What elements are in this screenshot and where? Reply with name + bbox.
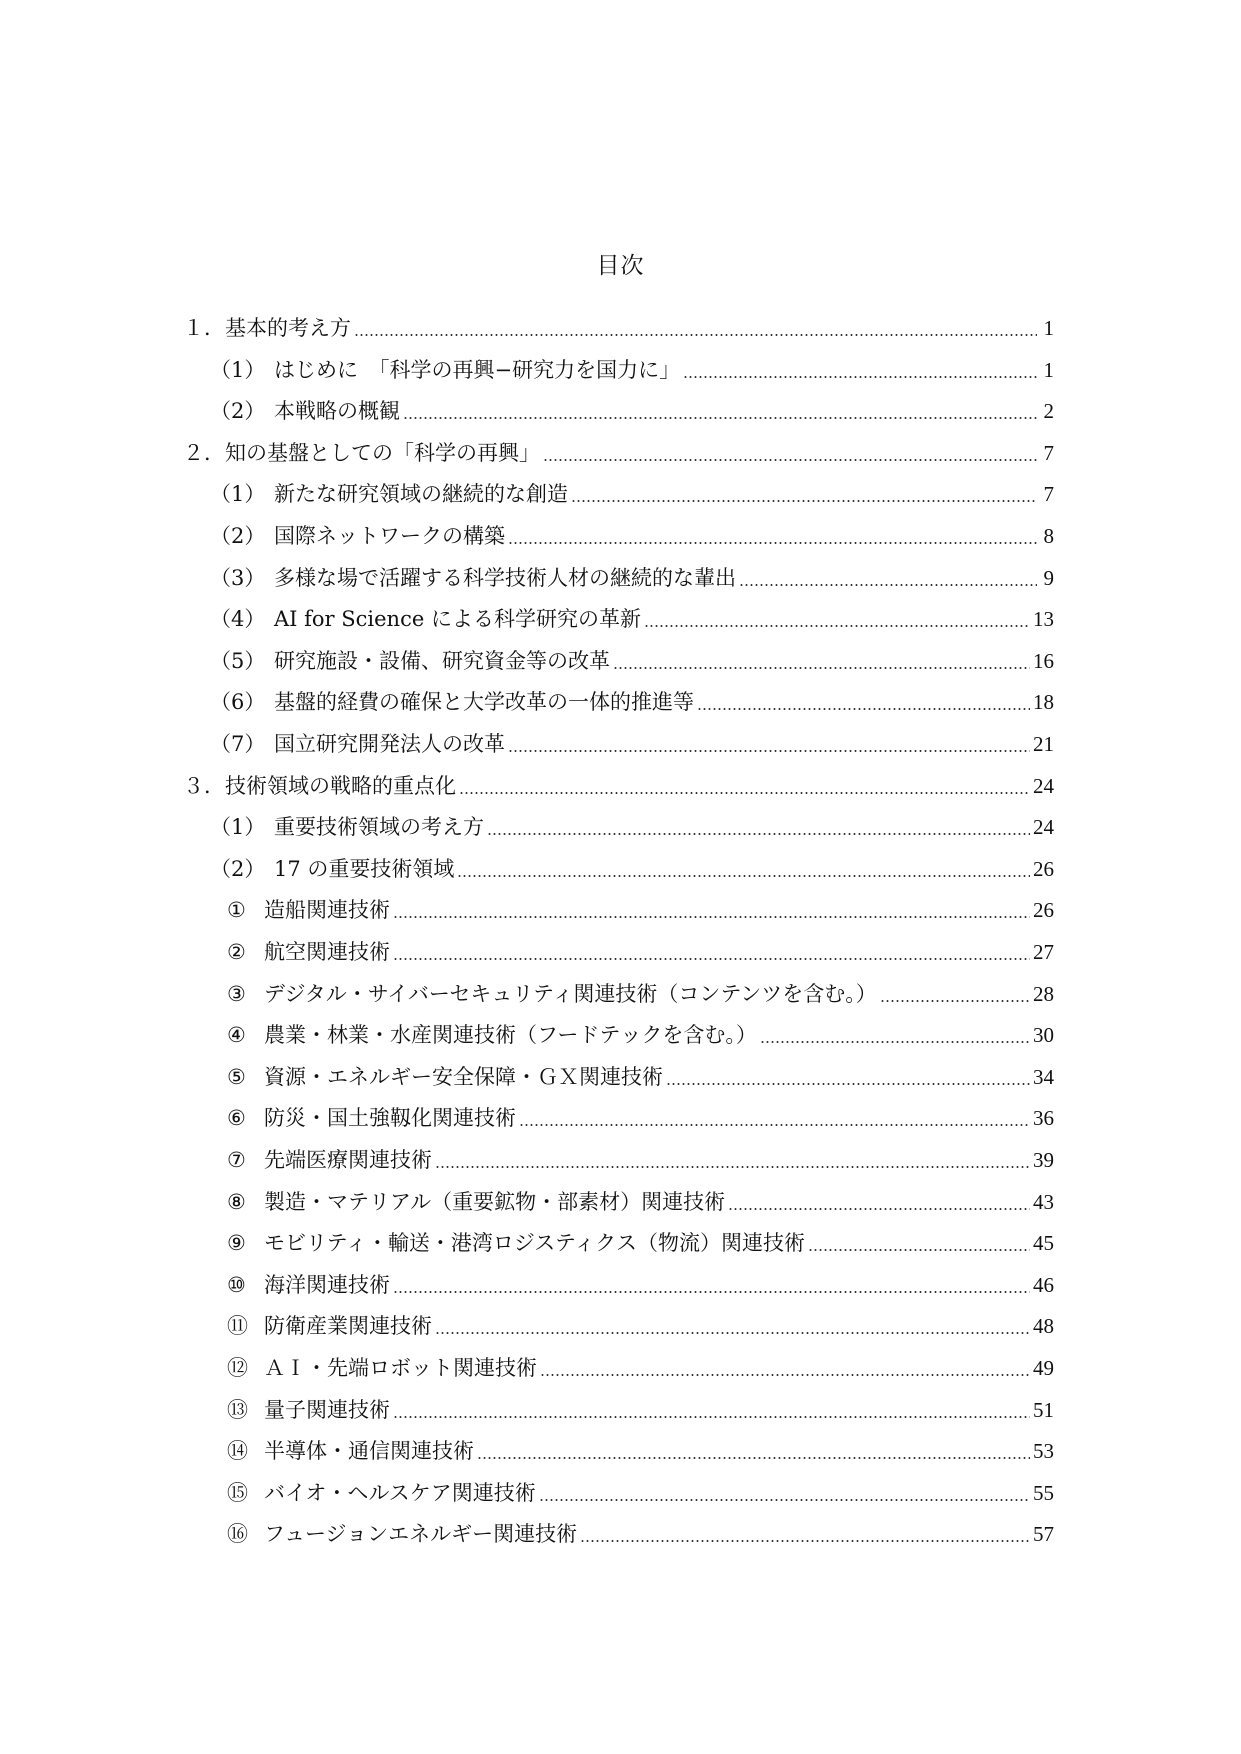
toc-entry[interactable]: [210, 685, 1054, 719]
toc-entry-title: 知の基盤としての「科学の再興」: [225, 441, 540, 465]
toc-entry-number: （4）: [210, 607, 266, 631]
toc-entry[interactable]: [227, 977, 1054, 1011]
dot-leader: [543, 459, 1037, 461]
toc-entry-page-number: 45: [1033, 1231, 1054, 1255]
page-title: 目次: [596, 253, 645, 279]
toc-entry-number: ⑬: [227, 1398, 248, 1422]
toc-entry-number: （7）: [210, 732, 266, 756]
toc-entry-page-number: 39: [1033, 1148, 1054, 1172]
toc-entry-page-number: 43: [1033, 1190, 1054, 1214]
toc-entry-number: （2）: [210, 399, 266, 423]
toc-entry-title: ＡＩ・先端ロボット関連技術: [264, 1356, 537, 1380]
toc-entry-number: ④: [227, 1023, 246, 1047]
toc-entry-page-number: 8: [1043, 524, 1054, 548]
toc-entry[interactable]: [183, 436, 1054, 470]
dot-leader: [403, 417, 1037, 419]
toc-entry-title: 重要技術領域の考え方: [274, 815, 484, 839]
toc-entry-number: ⑯: [227, 1522, 248, 1546]
toc-entry-page-number: 24: [1033, 774, 1054, 798]
toc-entry-title: 海洋関連技術: [264, 1273, 390, 1297]
toc-entry[interactable]: [183, 769, 1054, 803]
toc-entry-page-number: 7: [1043, 482, 1054, 506]
toc-entry-page-number: 27: [1033, 940, 1054, 964]
toc-entry[interactable]: [227, 1309, 1054, 1343]
toc-entry-page-number: 21: [1033, 732, 1054, 756]
toc-entry-page-number: 18: [1033, 690, 1054, 714]
toc-entry[interactable]: [183, 311, 1054, 345]
toc-entry-page-number: 55: [1033, 1481, 1054, 1505]
dot-leader: [459, 792, 1030, 794]
toc-entry-title: はじめに 「科学の再興−研究力を国力に」: [274, 358, 681, 382]
dot-leader: [697, 708, 1030, 710]
dot-leader: [880, 1000, 1030, 1002]
toc-entry-page-number: 28: [1033, 982, 1054, 1006]
toc-entry-number: （1）: [210, 815, 266, 839]
toc-entry-number: （3）: [210, 566, 266, 590]
toc-entry[interactable]: [210, 477, 1054, 511]
toc-entry-number: ⑥: [227, 1106, 246, 1130]
toc-entry-page-number: 13: [1033, 607, 1054, 631]
toc-entry[interactable]: [210, 727, 1054, 761]
toc-entry-title: バイオ・ヘルスケア関連技術: [264, 1481, 536, 1505]
toc-entry-number: ③: [227, 982, 246, 1006]
dot-leader: [457, 875, 1030, 877]
toc-entry-number: ⑫: [227, 1356, 248, 1380]
toc-entry[interactable]: [227, 1018, 1054, 1052]
dot-leader: [477, 1457, 1030, 1459]
toc-entry[interactable]: [227, 1143, 1054, 1177]
toc-entry[interactable]: [227, 1060, 1054, 1094]
toc-entry-number: ⑦: [227, 1148, 246, 1172]
toc-entry-title: 航空関連技術: [264, 940, 390, 964]
dot-leader: [435, 1332, 1030, 1334]
toc-entry[interactable]: [210, 394, 1054, 428]
toc-entry-page-number: 24: [1033, 815, 1054, 839]
dot-leader: [540, 1374, 1030, 1376]
toc-entry-title: 新たな研究領域の継続的な創造: [274, 482, 568, 506]
toc-entry[interactable]: [227, 893, 1054, 927]
toc-entry-number: （6）: [210, 690, 266, 714]
toc-entry-title: 国立研究開発法人の改革: [274, 732, 505, 756]
dot-leader: [728, 1208, 1030, 1210]
toc-entry[interactable]: [227, 1185, 1054, 1219]
toc-entry-page-number: 46: [1033, 1273, 1054, 1297]
toc-entry-number: ⑮: [227, 1481, 248, 1505]
toc-entry-number: （2）: [210, 857, 266, 881]
toc-entry-page-number: 26: [1033, 898, 1054, 922]
toc-entry-title: 本戦略の概観: [274, 399, 400, 423]
toc-entry-page-number: 48: [1033, 1314, 1054, 1338]
toc-entry-title: 技術領域の戦略的重点化: [225, 774, 456, 798]
dot-leader: [519, 1124, 1030, 1126]
toc-entry-page-number: 51: [1033, 1398, 1054, 1422]
toc-entry-title: 多様な場で活躍する科学技術人材の継続的な輩出: [274, 566, 736, 590]
dot-leader: [666, 1083, 1030, 1085]
toc-entry-title: 農業・林業・水産関連技術（フードテックを含む。）: [264, 1023, 757, 1047]
toc-entry-title: AI for Science による科学研究の革新: [274, 607, 641, 631]
toc-entry[interactable]: [210, 353, 1054, 387]
dot-leader: [393, 958, 1030, 960]
toc-entry-number: ⑧: [227, 1190, 246, 1214]
toc-entry-title: 基盤的経費の確保と大学改革の一体的推進等: [274, 690, 694, 714]
toc-entry-title: 防衛産業関連技術: [264, 1314, 432, 1338]
toc-entry[interactable]: [227, 1517, 1054, 1551]
toc-entry-title: 防災・国土強靱化関連技術: [264, 1106, 516, 1130]
toc-entry[interactable]: [210, 644, 1054, 678]
toc-entry-page-number: 53: [1033, 1439, 1054, 1463]
toc-entry-title: 研究施設・設備、研究資金等の改革: [274, 649, 610, 673]
dot-leader: [393, 916, 1030, 918]
toc-entry-page-number: 1: [1043, 316, 1054, 340]
toc-entry-page-number: 36: [1033, 1106, 1054, 1130]
toc-entry-title: 17 の重要技術領域: [274, 857, 455, 881]
toc-entry-number: ⑩: [227, 1273, 246, 1297]
toc-entry-title: 国際ネットワークの構築: [274, 524, 505, 548]
toc-entry[interactable]: [227, 1351, 1054, 1385]
toc-entry-number: ②: [227, 940, 246, 964]
toc-entry-number: ⑤: [227, 1065, 246, 1089]
toc-entry-number: ①: [227, 898, 246, 922]
dot-leader: [508, 750, 1030, 752]
toc-entry-title: モビリティ・輸送・港湾ロジスティクス（物流）関連技術: [264, 1231, 805, 1255]
toc-entry-page-number: 7: [1043, 441, 1054, 465]
dot-leader: [393, 1291, 1030, 1293]
toc-entry[interactable]: [227, 1268, 1054, 1302]
toc-entry[interactable]: [227, 1434, 1054, 1468]
toc-entry[interactable]: [227, 935, 1054, 969]
dot-leader: [683, 376, 1037, 378]
toc-entry-number: （1）: [210, 482, 266, 506]
toc-entry-page-number: 9: [1043, 566, 1054, 590]
toc-entry-title: 先端医療関連技術: [264, 1148, 432, 1172]
toc-entry-title: 量子関連技術: [264, 1398, 390, 1422]
toc-entry[interactable]: [227, 1393, 1054, 1427]
toc-entry-page-number: 26: [1033, 857, 1054, 881]
toc-entry-page-number: 16: [1033, 649, 1054, 673]
toc-entry[interactable]: [227, 1101, 1054, 1135]
toc-entry-page-number: 57: [1033, 1522, 1054, 1546]
toc-entry-page-number: 1: [1043, 358, 1054, 382]
dot-leader: [580, 1540, 1030, 1542]
toc-entry-number: ２．: [183, 441, 225, 465]
dot-leader: [571, 500, 1037, 502]
dot-leader: [739, 584, 1037, 586]
dot-leader: [393, 1416, 1030, 1418]
toc-entry-number: ⑨: [227, 1231, 246, 1255]
toc-entry-number: １．: [183, 316, 225, 340]
toc-entry-number: （2）: [210, 524, 266, 548]
toc-entry-page-number: 49: [1033, 1356, 1054, 1380]
toc-entry[interactable]: [210, 519, 1054, 553]
toc-entry[interactable]: [227, 1226, 1054, 1260]
toc-entry-title: 基本的考え方: [225, 316, 351, 340]
toc-entry-page-number: 30: [1033, 1023, 1054, 1047]
toc-entry-title: 半導体・通信関連技術: [264, 1439, 474, 1463]
toc-entry-title: 造船関連技術: [264, 898, 390, 922]
toc-entry[interactable]: [210, 852, 1054, 886]
toc-entry-number: ⑪: [227, 1314, 248, 1338]
dot-leader: [487, 833, 1030, 835]
dot-leader: [613, 667, 1030, 669]
toc-entry[interactable]: [210, 602, 1054, 636]
dot-leader: [539, 1499, 1030, 1501]
toc-entry[interactable]: [210, 561, 1054, 595]
toc-entry[interactable]: [227, 1476, 1054, 1510]
toc-entry-title: 資源・エネルギー安全保障・ＧＸ関連技術: [264, 1065, 663, 1089]
toc-entry-number: ⑭: [227, 1439, 248, 1463]
toc-entry-number: （5）: [210, 649, 266, 673]
dot-leader: [354, 334, 1037, 336]
toc-entry-number: ３．: [183, 774, 225, 798]
toc-entry-title: デジタル・サイバーセキュリティ関連技術（コンテンツを含む。）: [264, 982, 877, 1006]
toc-entry-title: 製造・マテリアル（重要鉱物・部素材）関連技術: [264, 1190, 726, 1214]
dot-leader: [760, 1041, 1030, 1043]
dot-leader: [808, 1249, 1030, 1251]
dot-leader: [644, 625, 1030, 627]
dot-leader: [508, 542, 1037, 544]
toc-entry-page-number: 34: [1033, 1065, 1054, 1089]
toc-entry-number: （1）: [210, 358, 266, 382]
toc-entry-page-number: 2: [1043, 399, 1054, 423]
toc-entry[interactable]: [210, 810, 1054, 844]
dot-leader: [435, 1166, 1030, 1168]
toc-entry-title: フュージョンエネルギー関連技術: [264, 1522, 578, 1546]
